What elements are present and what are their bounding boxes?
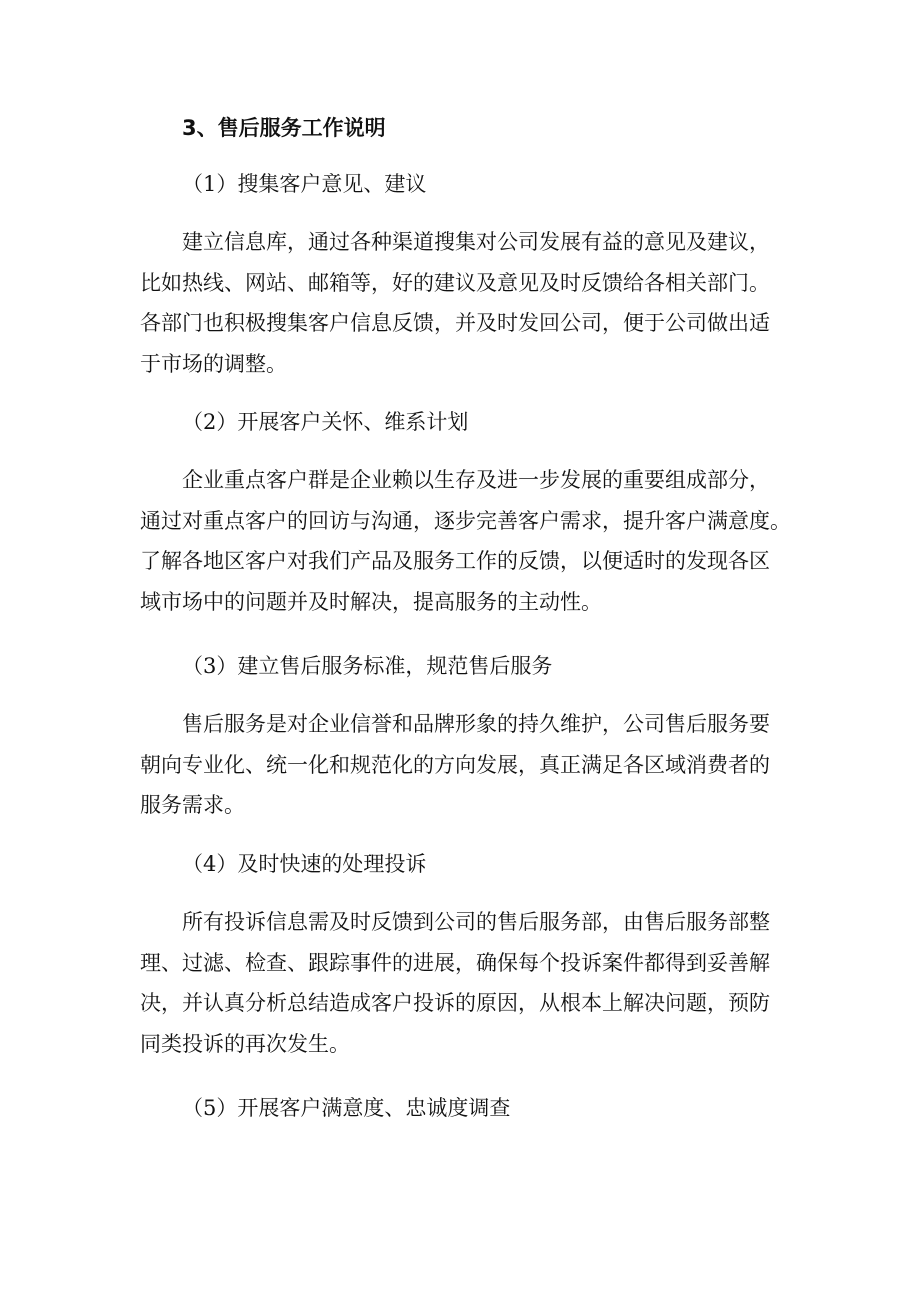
paragraph-line: 售后服务是对企业信誉和品牌形象的持久维护，公司售后服务要 — [182, 712, 770, 736]
subheading-2: （2）开展客户关怀、维系计划 — [182, 410, 469, 434]
paragraph-line: 建立信息库，通过各种渠道搜集对公司发展有益的意见及建议， — [182, 230, 770, 254]
paragraph-line: 同类投诉的再次发生。 — [140, 1031, 350, 1056]
paragraph-line: 了解各地区客户对我们产品及服务工作的反馈，以便适时的发现各区 — [140, 549, 770, 573]
paragraph-4 — [140, 902, 780, 1064]
paragraph-2 — [140, 460, 791, 622]
paragraph-line: 比如热线、网站、邮箱等，好的建议及意见及时反馈给各相关部门。 — [140, 270, 770, 295]
subheading-5: （5）开展客户满意度、忠诚度调查 — [182, 1096, 511, 1120]
subheading-1: （1）搜集客户意见、建议 — [182, 172, 427, 196]
paragraph-line: 所有投诉信息需及时反馈到公司的售后服务部，由售后服务部整 — [182, 910, 770, 934]
paragraph-line: 域市场中的问题并及时解决，提高服务的主动性。 — [140, 589, 602, 614]
section-heading: 3、售后服务工作说明 — [182, 116, 386, 140]
paragraph-line: 朝向专业化、统一化和规范化的方向发展，真正满足各区域消费者的 — [140, 752, 770, 777]
paragraph-line: 于市场的调整。 — [140, 351, 287, 376]
subheading-3: （3）建立售后服务标准，规范售后服务 — [182, 654, 553, 678]
paragraph-line: 通过对重点客户的回访与沟通，逐步完善客户需求，提升客户满意度。 — [140, 508, 791, 533]
paragraph-line: 企业重点客户群是企业赖以生存及进一步发展的重要组成部分， — [182, 468, 770, 492]
paragraph-line: 服务需求。 — [140, 793, 245, 817]
paragraph-1 — [140, 222, 780, 384]
paragraph-line: 决，并认真分析总结造成客户投诉的原因，从根本上解决问题，预防 — [140, 991, 770, 1015]
paragraph-3 — [140, 704, 780, 826]
paragraph-line: 各部门也积极搜集客户信息反馈，并及时发回公司，便于公司做出适 — [140, 311, 770, 335]
paragraph-line: 理、过滤、检查、跟踪事件的进展，确保每个投诉案件都得到妥善解 — [140, 950, 770, 975]
subheading-4: （4）及时快速的处理投诉 — [182, 852, 427, 876]
